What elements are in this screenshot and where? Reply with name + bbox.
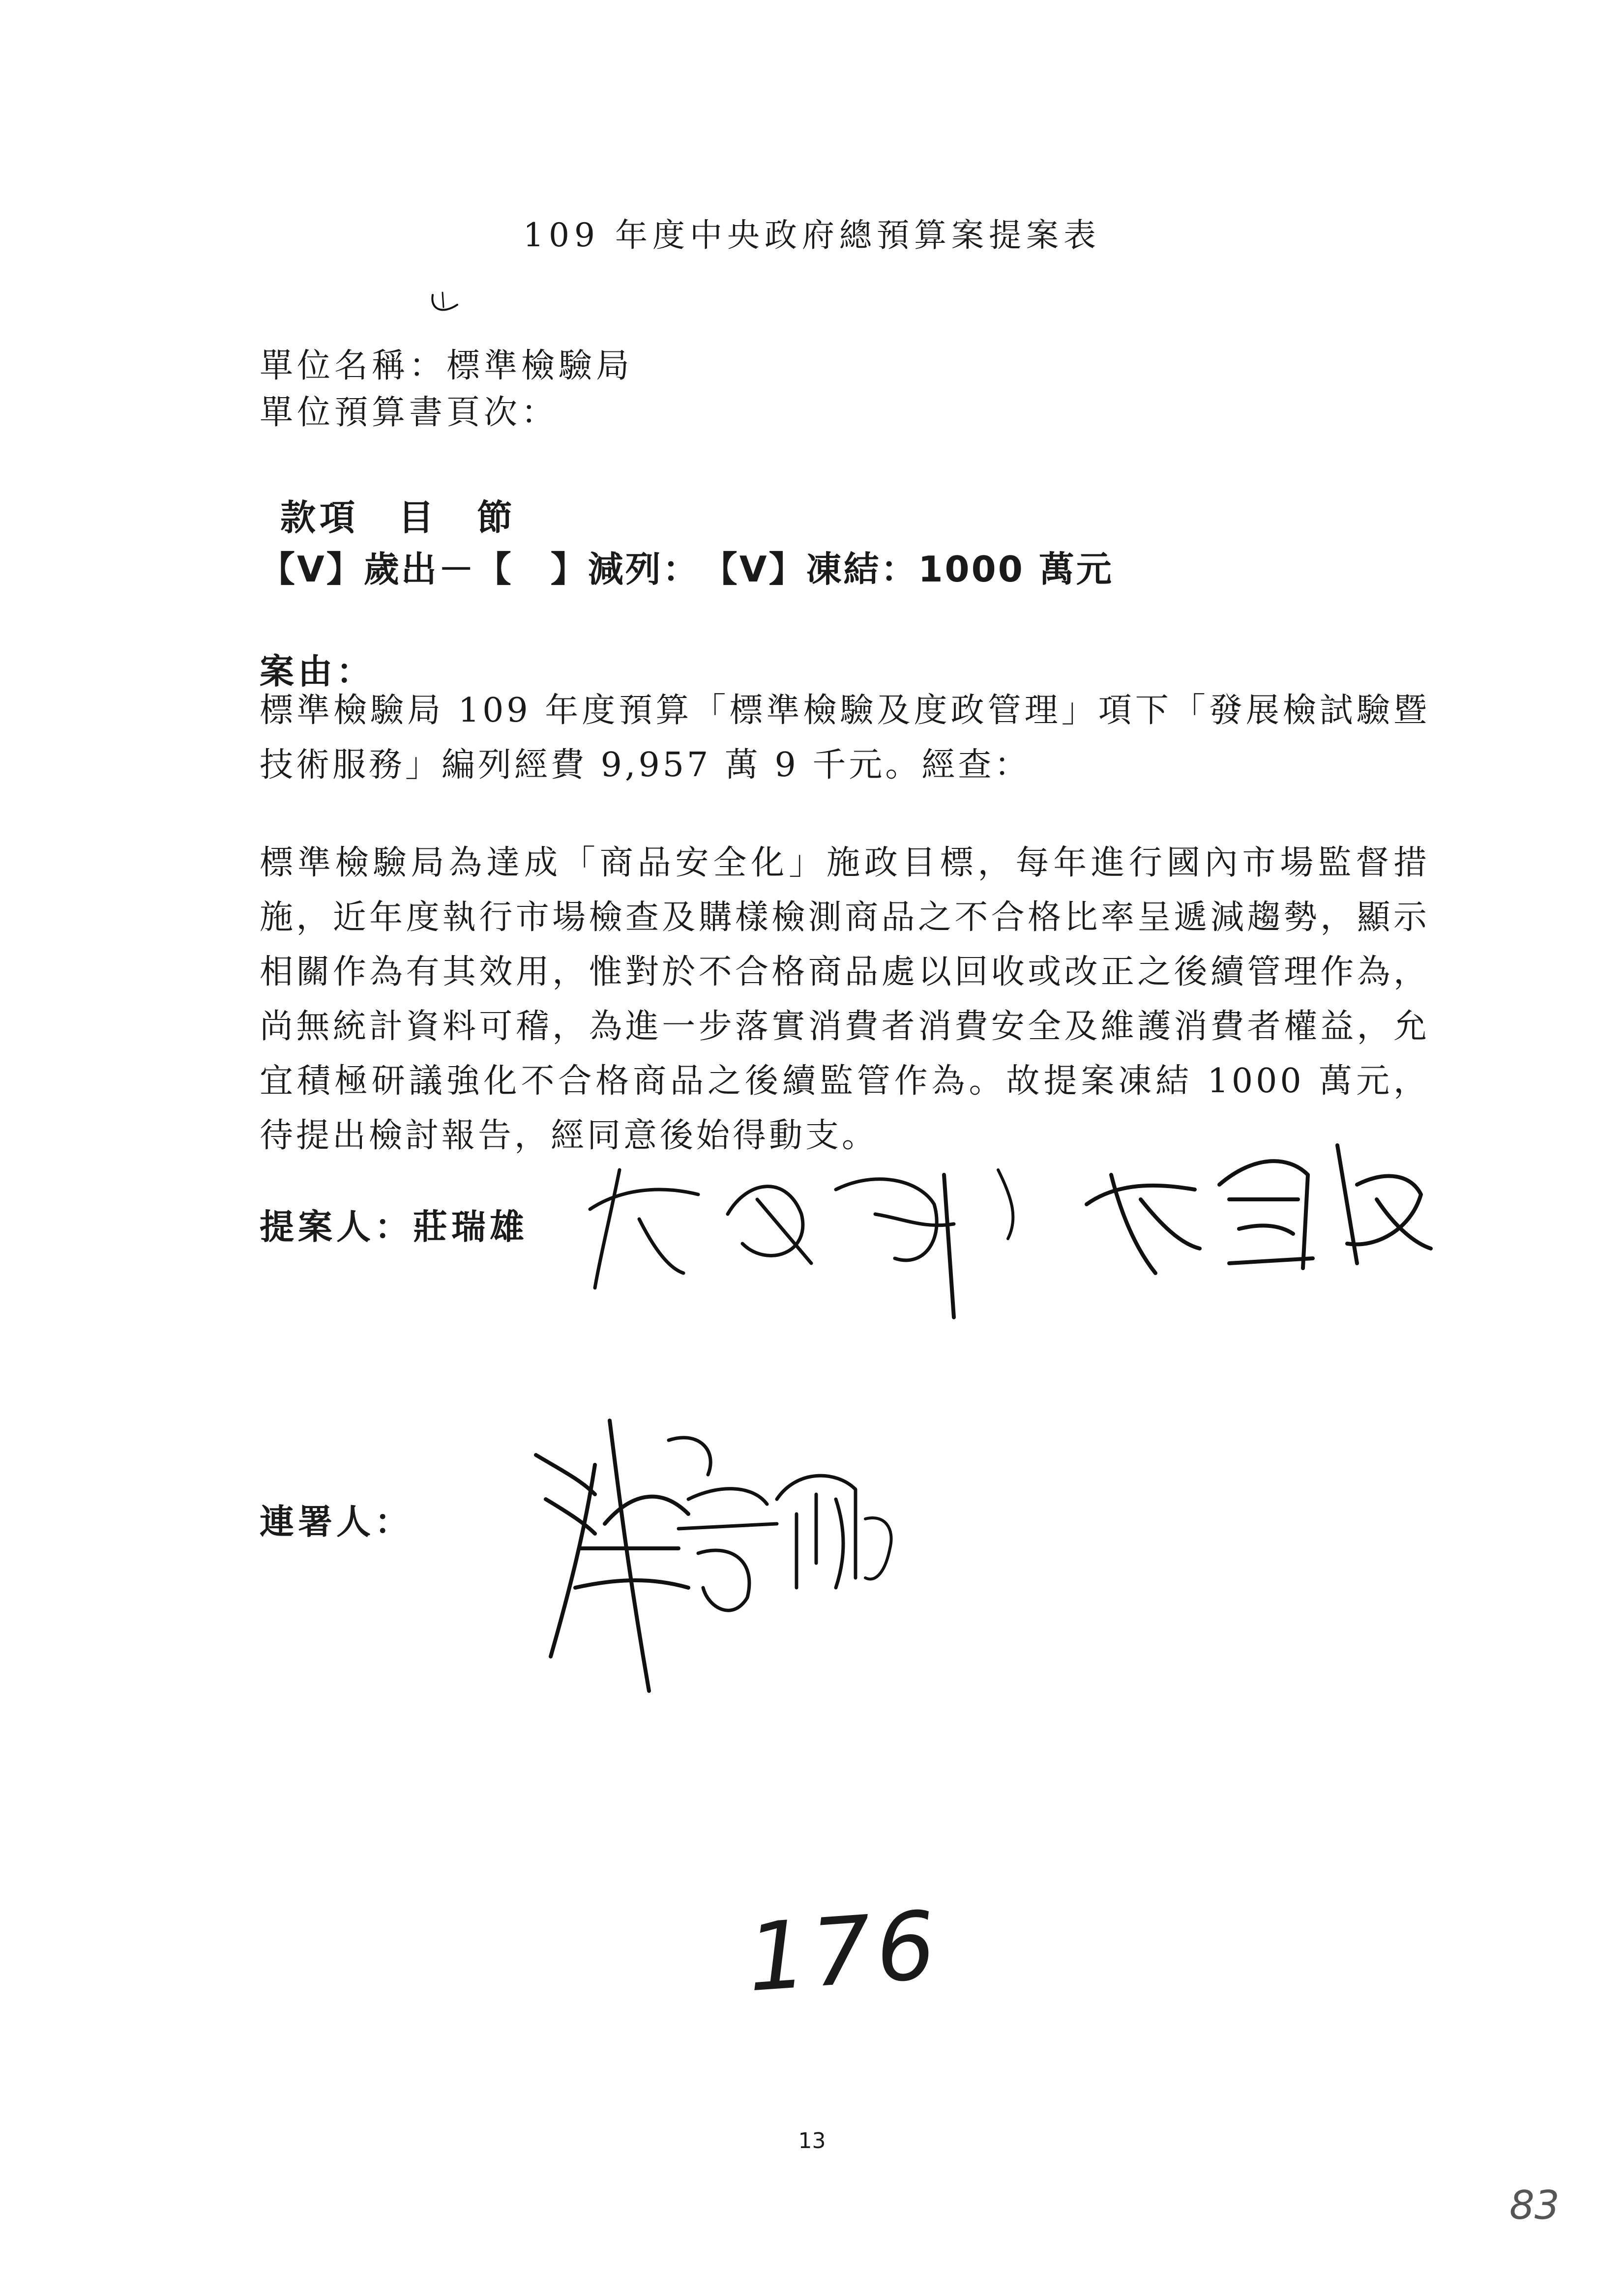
page-number: 13: [798, 2128, 826, 2153]
reason-paragraph-2: 標準檢驗局為達成「商品安全化」施政目標，每年進行國內市場監督措施，近年度執行市場檢查及購樣檢測商品之不合格比率呈遞減趨勢，顯示相關作為有其效用，惟對於不合格商品處以回收或改正之後續管理作為，尚無統計資料可稽，為進一步落實消費者消費安全及維護消費者權益，允宜積極研議強化不合格商品之後續監管作為。故提案凍結 1000 萬元，待提出檢討報告，經同意後始得動支。: [260, 843, 1430, 1155]
action-line: 【V】歲出－【 】減列： 【V】凍結：1000 萬元: [260, 549, 1114, 590]
page-title: 109 年度中央政府總預算案提案表: [523, 216, 1101, 254]
signature-2: [1082, 1126, 1436, 1288]
proposer: 提案人：莊瑞雄: [260, 1207, 528, 1247]
cosigner-label: 連署人：: [260, 1502, 413, 1542]
pen-mark: [428, 290, 467, 320]
section-line: 款項 目 節: [280, 497, 517, 538]
reason-label: 案由：: [260, 651, 375, 692]
unit-name: 單位名稱：標準檢驗局: [260, 347, 634, 385]
corner-number: 83: [1509, 2182, 1560, 2228]
reason-paragraph-1: 標準檢驗局 109 年度預算「標準檢驗及度政管理」項下「發展檢試驗暨技術服務」編列經費 9,957 萬 9 千元。經查：: [260, 691, 1430, 785]
handwritten-number: 176: [743, 1890, 944, 2013]
cosigner-signature: [521, 1401, 924, 1706]
signature-1: [580, 1140, 1062, 1327]
budget-page: 單位預算書頁次：: [260, 393, 559, 432]
